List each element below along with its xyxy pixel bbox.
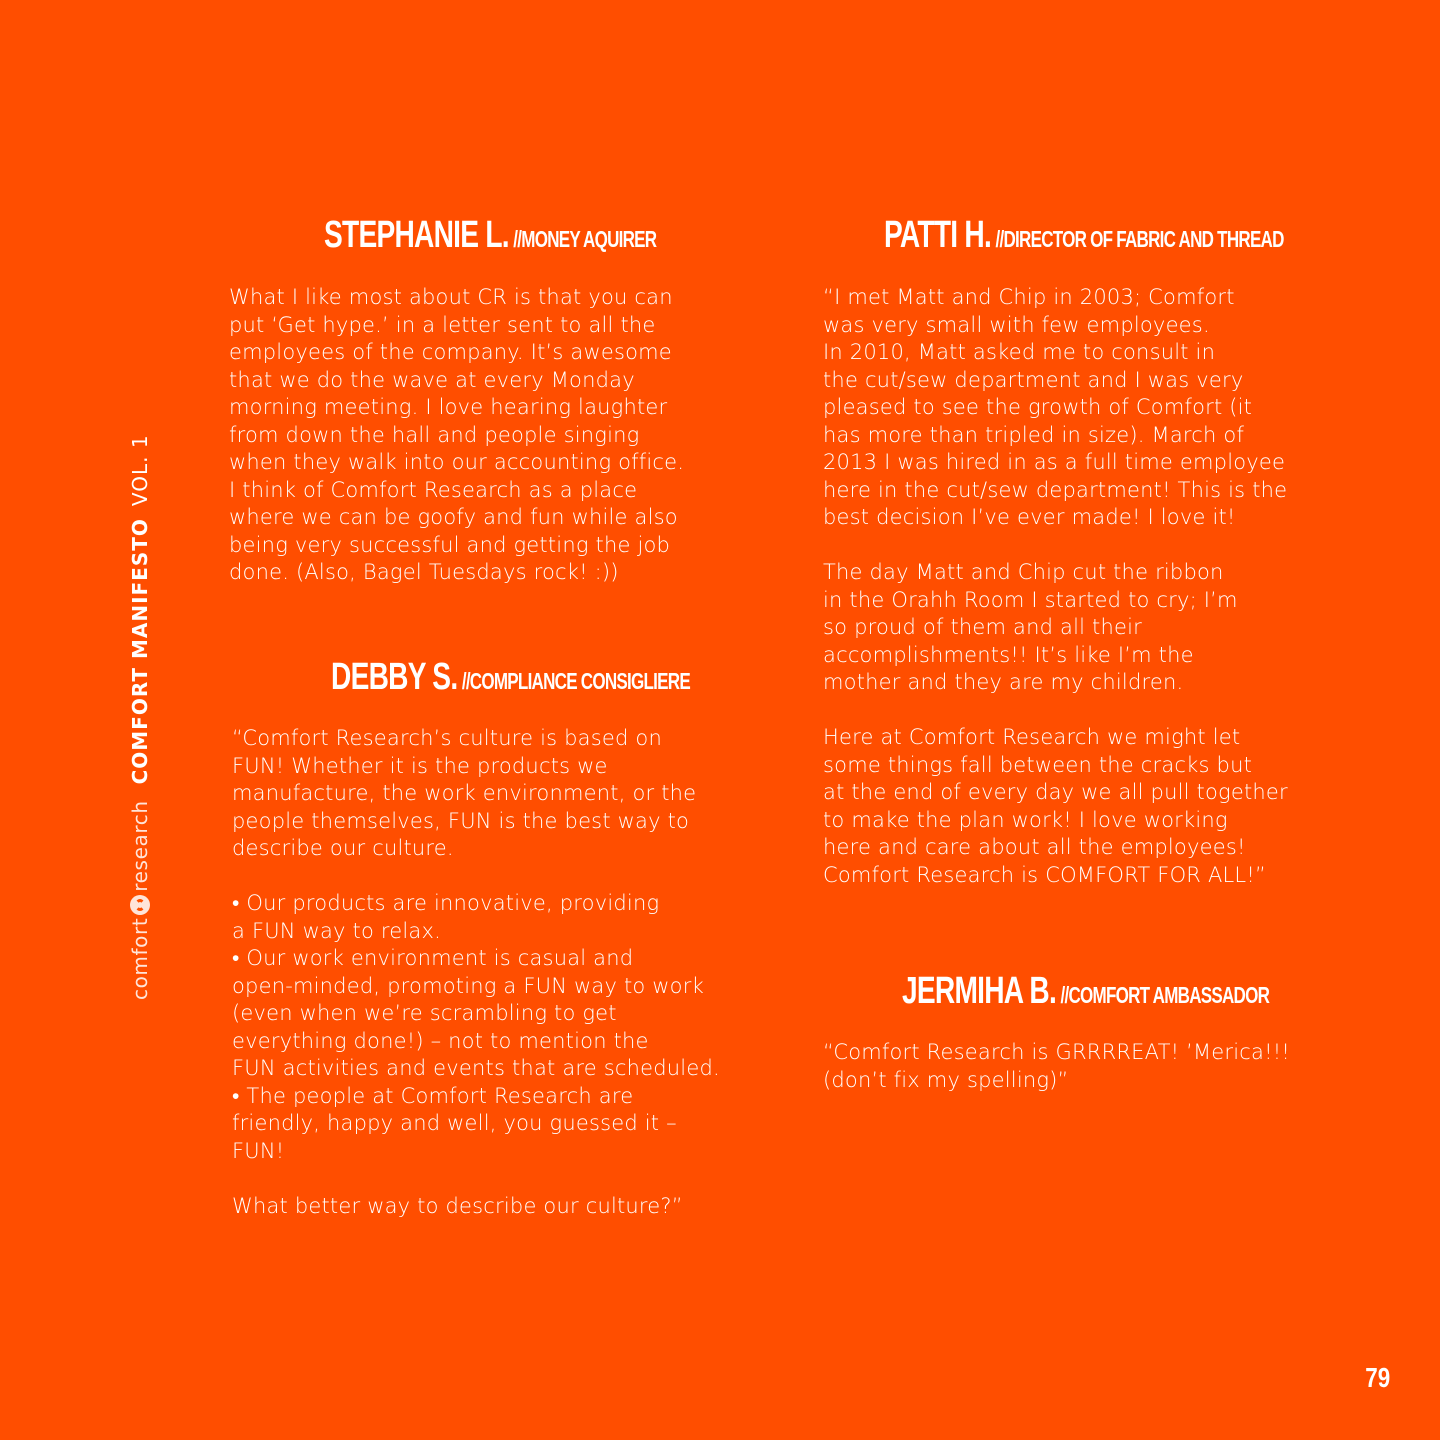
debby-line: friendly, happy and well, you guessed it – bbox=[232, 1111, 677, 1135]
publication-volume: VOL. 1 bbox=[128, 434, 152, 507]
debby-line: everything done!) – not to mention the bbox=[232, 1028, 649, 1053]
debby-quote bbox=[232, 725, 792, 1220]
patti-line: Comfort Research is COMFORT FOR ALL!” bbox=[823, 862, 1267, 887]
patti-line: so proud of them and all their bbox=[823, 615, 1142, 639]
jermiha-name: JERMIHA B. bbox=[902, 970, 1057, 1012]
spine-label bbox=[128, 434, 152, 1000]
stephanie-role: //MONEY AQUIRER bbox=[513, 226, 657, 252]
page-number: 79 bbox=[1365, 1362, 1390, 1393]
patti-line: to make the plan work! I love working bbox=[823, 807, 1228, 832]
stephanie-line: I think of Comfort Research as a place bbox=[229, 477, 638, 502]
brand-word-comfort: comfort bbox=[128, 917, 152, 1000]
stephanie-line: where we can be goofy and fun while also bbox=[229, 505, 678, 529]
jermiha-quote bbox=[823, 1039, 1383, 1094]
patti-line: Here at Comfort Research we might let bbox=[823, 725, 1241, 749]
patti-line: pleased to see the growth of Comfort (it bbox=[823, 395, 1253, 419]
stephanie-line: that we do the wave at every Monday bbox=[229, 367, 635, 392]
debby-line: a FUN way to relax. bbox=[232, 918, 441, 943]
publication-title: COMFORT MANIFESTO bbox=[128, 518, 152, 785]
debby-line: • The people at Comfort Research are bbox=[232, 1083, 634, 1108]
debby-line: FUN! bbox=[232, 1138, 285, 1163]
debby-line: “Comfort Research’s culture is based on bbox=[232, 726, 662, 750]
patti-role: //DIRECTOR OF FABRIC AND THREAD bbox=[995, 226, 1284, 252]
stephanie-name: STEPHANIE L. bbox=[324, 214, 509, 256]
stephanie-line: What I like most about CR is that you can bbox=[229, 285, 673, 309]
brand-word-research: research bbox=[128, 800, 152, 892]
paragraph-gap bbox=[823, 697, 1383, 725]
debby-line: (even when we’re scrambling to get bbox=[232, 1001, 617, 1025]
paragraph-gap bbox=[823, 532, 1383, 560]
debby-name: DEBBY S. bbox=[331, 656, 458, 698]
patti-line: here and care about all the employees! bbox=[823, 835, 1246, 859]
patti-line: mother and they are my children. bbox=[823, 670, 1184, 694]
debby-line: FUN! Whether it is the products we bbox=[232, 753, 608, 778]
brand-wordmark bbox=[128, 800, 152, 1000]
stephanie-quote bbox=[229, 284, 789, 587]
patti-line: The day Matt and Chip cut the ribbon bbox=[823, 560, 1224, 584]
debby-line: manufacture, the work environment, or the bbox=[232, 781, 697, 805]
patti-line: has more than tripled in size). March of bbox=[823, 422, 1245, 447]
debby-line: describe our culture. bbox=[232, 836, 454, 860]
debby-line: FUN activities and events that are scheduled. bbox=[232, 1056, 720, 1080]
debby-heading bbox=[331, 656, 690, 699]
patti-quote bbox=[823, 284, 1383, 889]
stephanie-line: when they walk into our accounting office. bbox=[229, 450, 685, 474]
stephanie-line: morning meeting. I love hearing laughter bbox=[229, 395, 668, 419]
debby-line: open-minded, promoting a FUN way to work bbox=[232, 973, 704, 998]
debby-role: //COMPLIANCE CONSIGLIERE bbox=[461, 668, 690, 694]
patti-line: at the end of every day we all pull together bbox=[823, 780, 1288, 804]
debby-line: What better way to describe our culture?” bbox=[232, 1193, 683, 1218]
debby-line: • Our products are innovative, providing bbox=[232, 891, 660, 915]
paragraph-gap bbox=[232, 863, 792, 891]
brand-logo-icon bbox=[130, 895, 150, 915]
stephanie-heading bbox=[324, 214, 656, 257]
jermiha-role: //COMFORT AMBASSADOR bbox=[1060, 982, 1270, 1008]
patti-line: “I met Matt and Chip in 2003; Comfort bbox=[823, 285, 1235, 309]
jermiha-heading bbox=[902, 970, 1269, 1013]
patti-line: 2013 I was hired in as a full time employee bbox=[823, 450, 1286, 474]
patti-line: In 2010, Matt asked me to consult in bbox=[823, 340, 1216, 364]
debby-line: people themselves, FUN is the best way to bbox=[232, 808, 690, 833]
patti-heading bbox=[884, 214, 1284, 257]
stephanie-line: done. (Also, Bagel Tuesdays rock! :)) bbox=[229, 560, 619, 584]
patti-line: was very small with few employees. bbox=[823, 312, 1210, 337]
patti-line: in the Orahh Room I started to cry; I’m bbox=[823, 587, 1238, 612]
debby-line: • Our work environment is casual and bbox=[232, 946, 634, 970]
stephanie-line: employees of the company. It’s awesome bbox=[229, 340, 672, 364]
patti-name: PATTI H. bbox=[884, 214, 992, 256]
stephanie-line: from down the hall and people singing bbox=[229, 422, 640, 447]
patti-line: best decision I’ve ever made! I love it! bbox=[823, 505, 1236, 529]
patti-line: some things fall between the cracks but bbox=[823, 752, 1253, 777]
stephanie-line: put ‘Get hype.’ in a letter sent to all the bbox=[229, 312, 656, 337]
patti-line: here in the cut/sew department! This is the bbox=[823, 477, 1288, 502]
paragraph-gap bbox=[232, 1165, 792, 1193]
jermiha-line: (don’t fix my spelling)” bbox=[823, 1067, 1069, 1092]
patti-line: accomplishments!! It’s like I’m the bbox=[823, 642, 1194, 667]
patti-line: the cut/sew department and I was very bbox=[823, 367, 1244, 392]
stephanie-line: being very successful and getting the job bbox=[229, 532, 671, 557]
jermiha-line: “Comfort Research is GRRRREAT! ’Merica!!! bbox=[823, 1040, 1290, 1064]
